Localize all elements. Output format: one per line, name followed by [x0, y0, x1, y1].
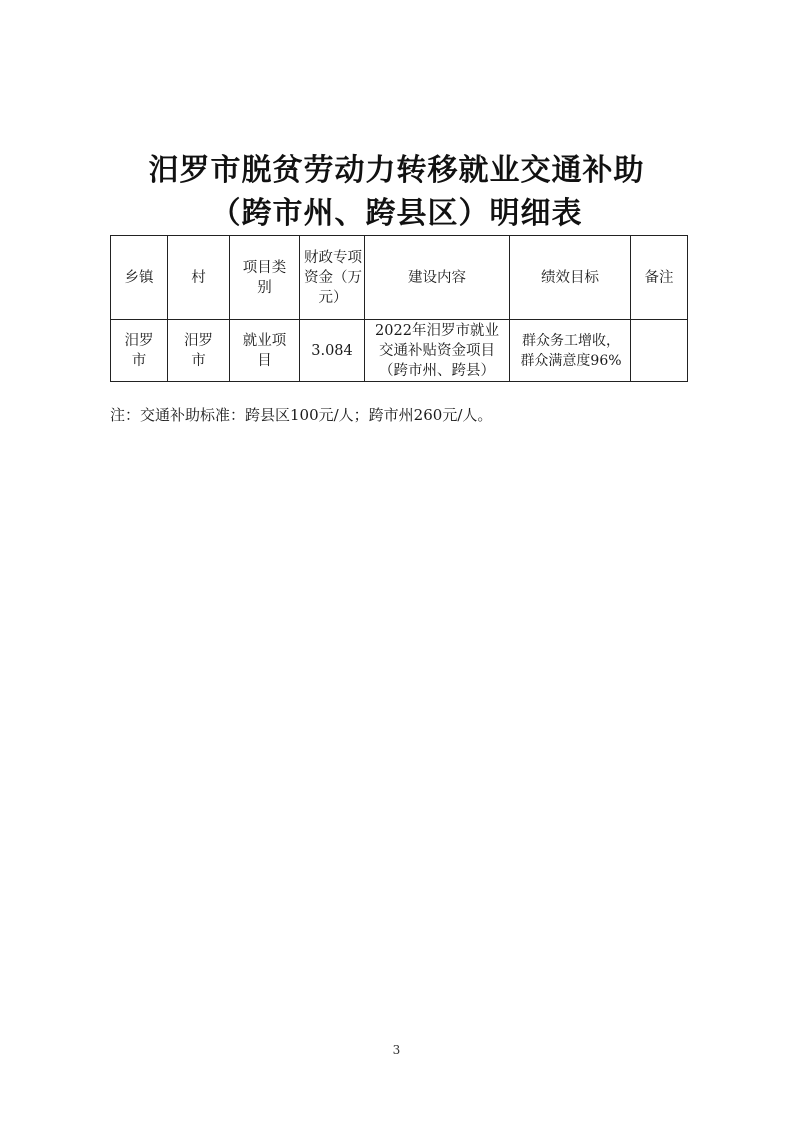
cell-fund: 3.084	[300, 320, 365, 382]
cell-village: 汨罗市	[168, 320, 230, 382]
header-remarks: 备注	[631, 236, 688, 320]
header-content: 建设内容	[365, 236, 510, 320]
header-project-type: 项目类别	[230, 236, 300, 320]
table-row	[111, 320, 688, 382]
header-town: 乡镇	[111, 236, 168, 320]
document-title-line-1: 汨罗市脱贫劳动力转移就业交通补助	[148, 153, 645, 188]
footnote: 注：交通补助标准：跨县区100元/人；跨市州260元/人。	[110, 406, 493, 424]
header-fund: 财政专项资金（万元）	[300, 236, 365, 320]
cell-performance-target: 群众务工增收， 群众满意度96%	[510, 320, 631, 382]
cell-project-type: 就业项目	[230, 320, 300, 382]
page-number: 3	[392, 1043, 401, 1057]
cell-town: 汨罗市	[111, 320, 168, 382]
header-performance-target: 绩效目标	[510, 236, 631, 320]
header-village: 村	[168, 236, 230, 320]
document-title-line-2: （跨市州、跨县区）明细表	[210, 196, 583, 231]
cell-remarks	[631, 320, 688, 382]
cell-content: 2022年汨罗市就业交通补贴资金项目（跨市州、跨县）	[365, 320, 510, 382]
detail-table	[110, 235, 688, 382]
table-header-row	[111, 236, 688, 320]
